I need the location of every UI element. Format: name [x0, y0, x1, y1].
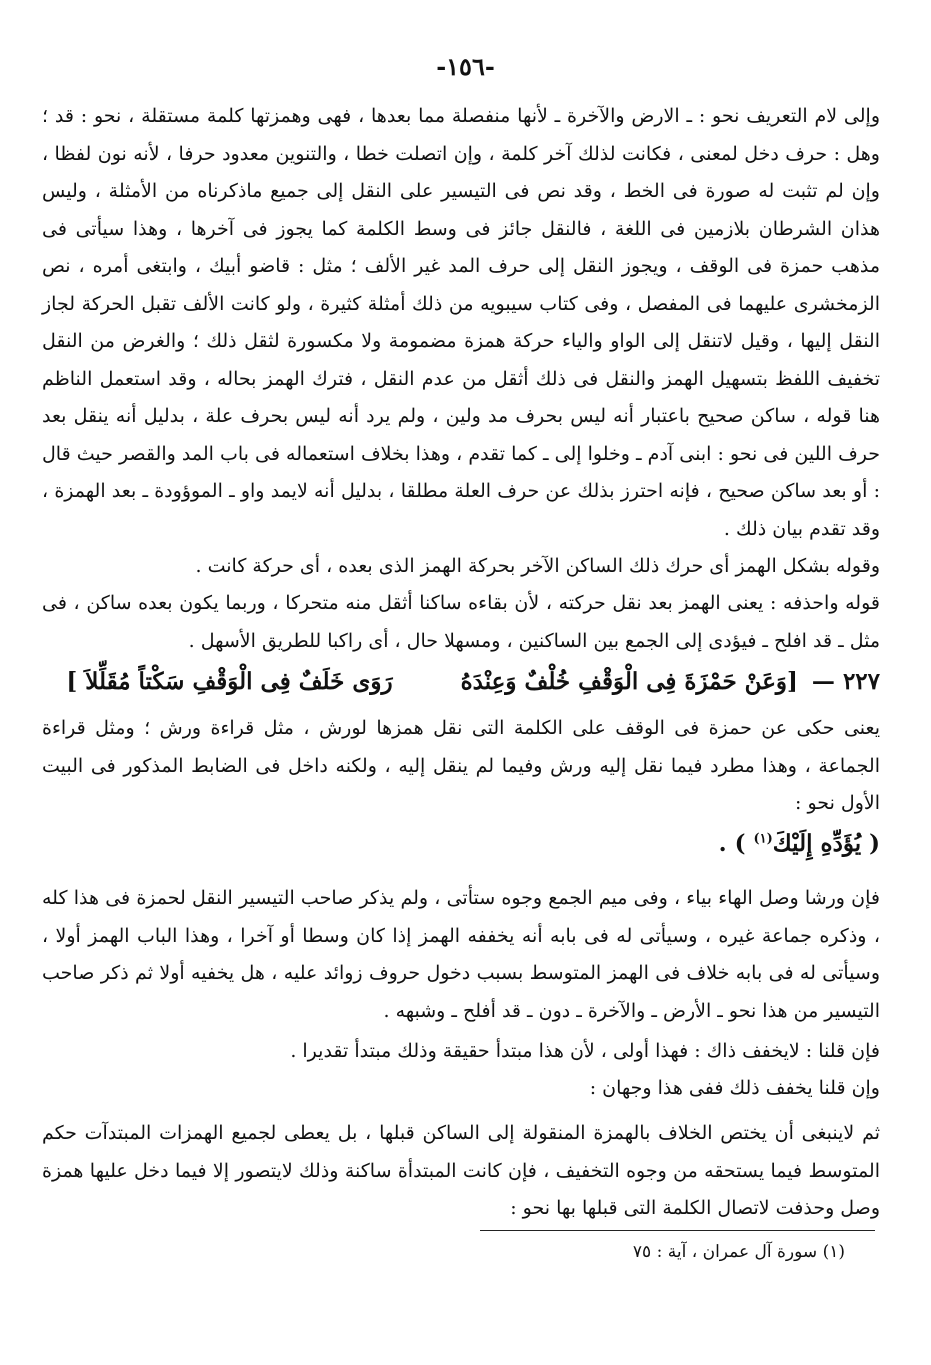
verse-hemistich-second: رَوَى خَلَفٌ فِى الْوَقْفِ سَكْتاً مُقَلِّلاَ ] — [66, 668, 393, 695]
paragraph-text: وقوله بشكل الهمز أى حرك ذلك الساكن الآخر بحركة الهمز الذى بعده ، أى حركة كانت . — [195, 555, 880, 577]
quote-text: ( يُؤَدِّهِ إِلَيْكَ — [772, 830, 880, 857]
paragraph-in-qulna-la — [42, 1033, 880, 1071]
paragraph-text: وإلى لام التعريف نحو : ـ الارض والآخرة ـ لأنها منفصلة مما بعدها ، فهى وهمزتها كلمة مستقلة ، نحو : قد ؛ وهل : حرف دخل لمعنى ، فكانت لذلك آخر كلمة ، وإن اتصلت خطا ، والتنوين معدود حرفا ، لأنه نون لفظا ، وإن لم تثبت له صورة فى الخط ، وقد نص فى التيسير على النقل إلى جميع ماذكرناه من الأمثلة ، وليس هذان الشرطان بلازمين فى اللغة ، فالنقل جائز فى وسط الكلمة كما يجوز فى آخرها ، وهذا سيأتى فى مذهب حمزة فى الوقف ، ويجوز النقل إلى حرف المد غير الألف ؛ مثل : قاضو أبيك ، وابتغى أمره ، نص الزمخشرى عليهما فى المفصل ، وفى كتاب سيبويه من ذلك أمثلة كثيرة ، ولو كانت الألف تقبل الحركة لجاز النقل إليها ، وقيل لاتنقل إلى الواو والياء حركة همزة مضمومة ولا مكسورة لثقل ذلك ؛ والغرض من النقل تخفيف اللفظ بتسهيل الهمز والنقل فى ذلك أثقل من عدم النقل ، فترك الهمز بحاله ، وقد استعمل الناظم هنا قوله ، ساكن صحيح باعتبار أنه ليس بحرف مد ولين ، ولم يرد أنه ليس بحرف علة ، بدليل أنه ينقل بعد حرف اللين فى نحو : ابنى آدم ـ وخلوا إلى ـ كما تقدم ، وهذا بخلاف استعماله فى باب المد والقصر حيث قال : أو بعد ساكن صحيح ، فإنه احترز بذلك عن حرف العلة مطلقا ، بدليل أنه لايمد واو ـ الموؤودة ـ بعد الهمزة ، وقد تقدم بيان ذلك . — [42, 105, 880, 540]
paragraph-text: فإن ورشا وصل الهاء بياء ، وفى ميم الجمع وجوه ستأتى ، ولم يذكر صاحب التيسير النقل لحمزة فى هذا كله ، وذكره جماعة غيره ، وسيأتى له فى بابه أنه يخففه الهمز إذا كان وسطا أو آخرا ، وهذا الباب الهمز أولا ، وسيأتى له فى بابه خلاف فى الهمز المتوسط بسبب دخول حروف زوائد عليه ، هل يخفيه أولا ثم ذكر صاحب التيسير من هذا نحو ـ الأرض ـ والآخرة ـ دون ـ قد أفلح ـ وشبهه . — [42, 887, 880, 1022]
paragraph-thumma-la-yanbaghi — [42, 1115, 880, 1228]
paragraph-text: يعنى حكى عن حمزة فى الوقف على الكلمة التى نقل همزها لورش ، مثل قراءة ورش ؛ ومثل قراءة الجماعة ، وهذا مطرد فيما نقل إليه ورش وفيما لم ينقل إليه ، ولكنه داخل فى الضابط المذكور فى البيت الأول نحو : — [42, 717, 880, 814]
paragraph-lam-altarif — [42, 98, 880, 548]
paragraph-text: وإن قلنا يخفف ذلك ففى هذا وجهان : — [589, 1077, 880, 1099]
paragraph-wahdhifhu — [42, 585, 880, 660]
quote-close: ) . — [718, 830, 746, 857]
paragraph-text: قوله واحذفه : يعنى الهمز بعد نقل حركته ، لأن بقاءه ساكنا أثقل منه متحركا ، وربما يكون بعده ساكن ، فى مثل ـ قد افلح ـ فيؤدى إلى الجمع بين الساكنين ، ومسهلا حال ، أى راكبا للطريق الأسهل . — [42, 592, 880, 652]
poem-verse-227 — [66, 668, 880, 695]
quranic-quote — [380, 830, 880, 857]
page-number: -١٥٦- — [436, 52, 495, 81]
verse-hemistich-first: [وَعَنْ حَمْزَةَ فِى الْوَقْفِ خُلْفٌ وَعِنْدَهُ — [460, 668, 798, 695]
footnote-reference: (١) — [753, 831, 773, 847]
footnote-divider — [480, 1230, 875, 1231]
footnote: (١) سورة آل عمران ، آية : ٧٥ — [632, 1242, 845, 1262]
verse-number: ٢٢٧ — — [811, 668, 880, 695]
paragraph-bishakl-alhamz — [42, 548, 880, 586]
paragraph-verse-commentary — [42, 710, 880, 823]
paragraph-in-qulna-yukhaffaf — [42, 1070, 880, 1108]
paragraph-text: فإن قلنا : لايخفف ذاك : فهذا أولى ، لأن هذا مبتدأ حقيقة وذلك مبتدأ تقديرا . — [290, 1040, 880, 1062]
paragraph-warsh-waslan — [42, 880, 880, 1030]
paragraph-text: ثم لاينبغى أن يختص الخلاف بالهمزة المنقولة إلى الساكن قبلها ، بل يعطى لجميع الهمزات المبتدآت حكم المتوسط فيما يستحقه من وجوه التخفيف ، فإن كانت المبتدأة ساكنة وذلك لايتصور إلا فيما دخل عليها همزة وصل وحذفت لاتصال الكلمة التى قبلها بها نحو : — [42, 1122, 880, 1219]
